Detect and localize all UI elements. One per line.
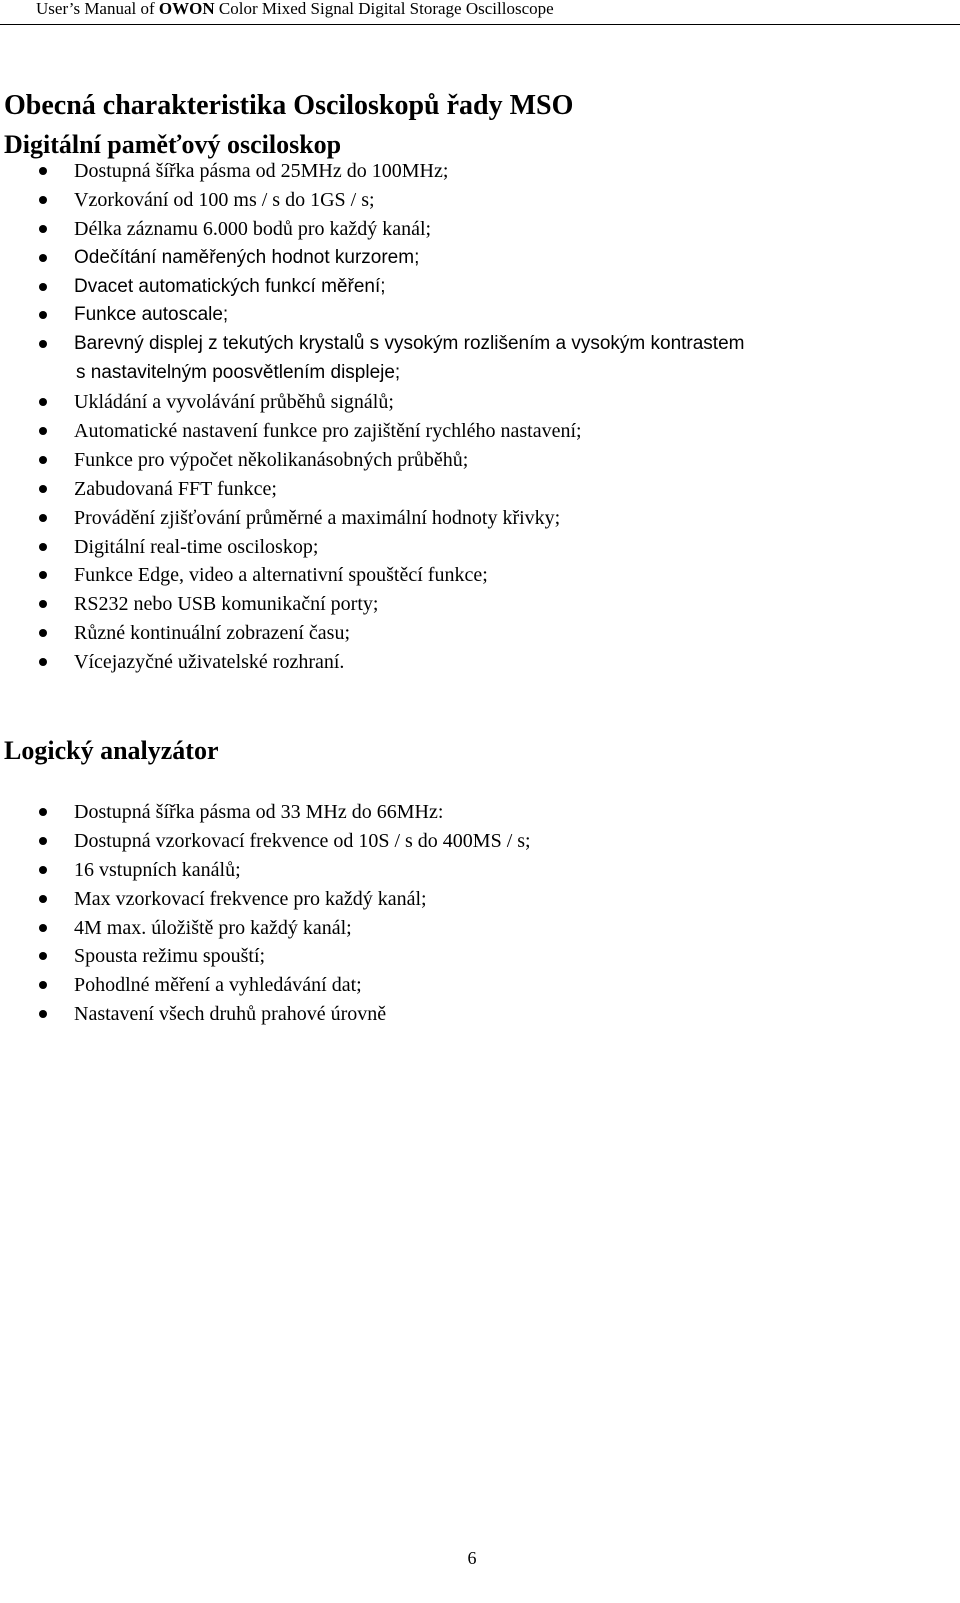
list-item [0, 301, 960, 330]
list-item-text: Zabudovaná FFT funkce; [74, 477, 277, 500]
bullet-icon [39, 658, 47, 666]
section-title-logic-analyzer: Logický analyzátor [4, 736, 219, 765]
list-item-text: 16 vstupních kanálů; [74, 858, 241, 881]
header-suffix: Color Mixed Signal Digital Storage Oscilloscope [214, 0, 554, 18]
list-item-text: Délka záznamu 6.000 bodů pro každý kanál; [74, 217, 432, 240]
bullet-icon [39, 340, 47, 348]
list-item-text: Odečítání naměřených hodnot kurzorem; [74, 246, 420, 268]
list-item-text: Vzorkování od 100 ms / s do 1GS / s; [74, 188, 375, 211]
list-item-text: Pohodlné měření a vyhledávání dat; [74, 974, 362, 997]
list-item-text: Spousta režimu spouští; [74, 945, 266, 968]
list-item [0, 244, 960, 273]
bullet-icon [39, 1010, 47, 1018]
list-item-text: RS232 nebo USB komunikační porty; [74, 593, 379, 616]
bullet-icon [39, 837, 47, 845]
list-item [0, 273, 960, 302]
list-item-text: Různé kontinuální zobrazení času; [74, 622, 351, 645]
section-subtitle: Digitální paměťový osciloskop [4, 130, 342, 159]
list-item [0, 971, 960, 1000]
list-item-text: Nastavení všech druhů prahové úrovně [74, 1003, 387, 1026]
list-item [0, 827, 960, 856]
bullet-icon [39, 981, 47, 989]
bullet-icon [39, 427, 47, 435]
bullet-icon [39, 456, 47, 464]
bullet-icon [39, 514, 47, 522]
list-item-text: Max vzorkovací frekvence pro každý kanál; [74, 887, 427, 910]
list-item [0, 856, 960, 885]
list-item [0, 648, 960, 677]
features-list [0, 157, 960, 677]
list-item [0, 590, 960, 619]
bullet-icon [39, 629, 47, 637]
bullet-icon [39, 571, 47, 579]
bullet-icon [39, 952, 47, 960]
list-item [0, 1000, 960, 1029]
list-item-continuation: s nastavitelným poosvětlením displeje; [76, 362, 401, 384]
list-item [0, 619, 960, 648]
page-header [0, 0, 960, 25]
logic-analyzer-list [0, 798, 960, 1029]
list-item [0, 446, 960, 475]
bullet-icon [39, 398, 47, 406]
list-item [0, 504, 960, 533]
list-item-text: Provádění zjišťování průměrné a maximální hodnoty křivky; [74, 506, 561, 529]
header-brand: OWON [158, 0, 215, 18]
list-item [0, 417, 960, 446]
bullet-icon [39, 808, 47, 816]
section-title: Obecná charakteristika Osciloskopů řady MSO [4, 90, 574, 121]
list-item-text: Dostupná šířka pásma od 33 MHz do 66MHz: [74, 801, 444, 823]
bullet-icon [39, 196, 47, 204]
list-item [0, 942, 960, 971]
bullet-icon [39, 485, 47, 493]
page-number: 6 [467, 1548, 477, 1568]
list-item [0, 798, 960, 827]
list-item [0, 914, 960, 943]
bullet-icon [39, 895, 47, 903]
bullet-icon [39, 225, 47, 233]
list-item-text: Vícejazyčné uživatelské rozhraní. [74, 651, 345, 674]
bullet-icon [39, 866, 47, 874]
bullet-icon [39, 600, 47, 608]
list-item [0, 157, 960, 186]
list-item-text: Funkce pro výpočet několikanásobných průběhů; [74, 448, 469, 471]
bullet-icon [39, 167, 47, 175]
list-item-text: 4M max. úložiště pro každý kanál; [74, 916, 352, 939]
list-item-text: Dvacet automatických funkcí měření; [74, 275, 386, 297]
list-item [0, 215, 960, 244]
bullet-icon [39, 543, 47, 551]
list-item [0, 533, 960, 562]
list-item-text: Digitální real-time osciloskop; [74, 535, 319, 558]
list-item-text: Ukládání a vyvolávání průběhů signálů; [74, 391, 394, 414]
list-item [0, 330, 960, 388]
list-item-text: Dostupná šířka pásma od 25MHz do 100MHz; [74, 160, 449, 182]
list-item-text: Funkce autoscale; [74, 304, 229, 326]
bullet-icon [39, 254, 47, 262]
list-item-text: Dostupná vzorkovací frekvence od 10S / s do 400MS / s; [74, 829, 531, 852]
list-item [0, 186, 960, 215]
list-item-text: Automatické nastavení funkce pro zajištění rychlého nastavení; [74, 420, 582, 443]
list-item [0, 388, 960, 417]
bullet-icon [39, 311, 47, 319]
list-item [0, 475, 960, 504]
bullet-icon [39, 283, 47, 291]
header-prefix: User’s Manual of [36, 0, 159, 18]
list-item [0, 885, 960, 914]
list-item [0, 561, 960, 590]
list-item-text: Barevný displej z tekutých krystalů s vysokým rozlišením a vysokým kontrastem [74, 333, 745, 355]
bullet-icon [39, 924, 47, 932]
header-text [36, 0, 554, 17]
list-item-text: Funkce Edge, video a alternativní spouštěcí funkce; [74, 564, 488, 587]
